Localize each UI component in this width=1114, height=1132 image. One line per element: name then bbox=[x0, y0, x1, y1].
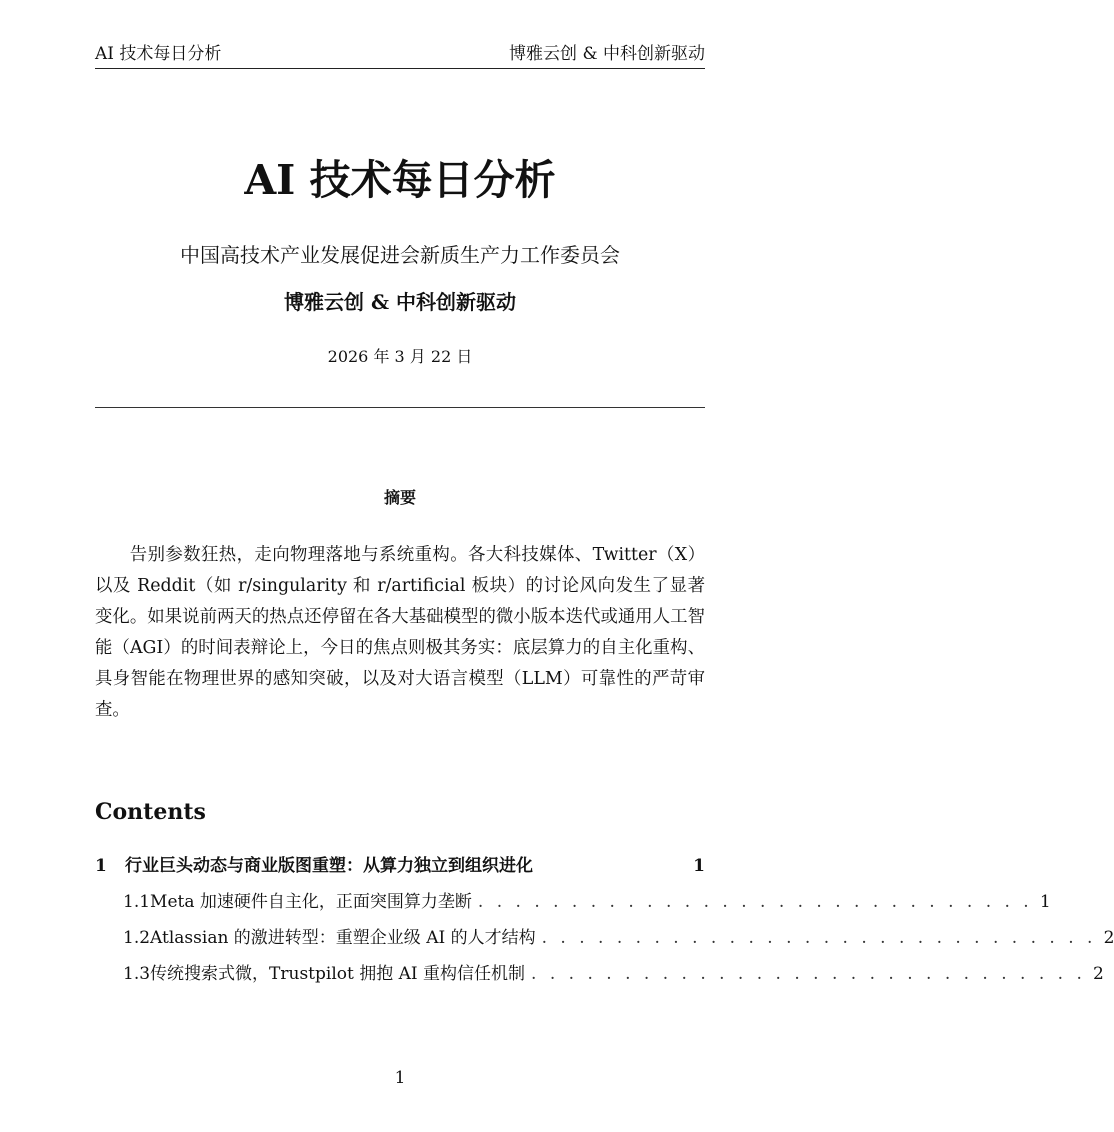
toc-entry-page: 1 bbox=[693, 856, 705, 876]
toc-entry-title: Atlassian 的激进转型：重塑企业级 AI 的人才结构 bbox=[150, 928, 536, 948]
toc-entry-number: 1 bbox=[95, 856, 107, 876]
toc-entry-number: 1.3 bbox=[123, 964, 151, 984]
toc-entry-section-1[interactable] bbox=[95, 852, 705, 888]
abstract-heading: 摘要 bbox=[383, 488, 416, 507]
toc-entry-title: Meta 加速硬件自主化，正面突围算力垄断 bbox=[150, 892, 472, 912]
page-number: 1 bbox=[394, 1068, 406, 1088]
header-left-title: AI 技术每日分析 bbox=[95, 44, 222, 64]
toc-entry-number: 1.2 bbox=[123, 928, 151, 948]
document-authors: 博雅云创 & 中科创新驱动 bbox=[284, 290, 516, 314]
contents-heading: Contents bbox=[95, 799, 206, 825]
toc-entry-page: 2 bbox=[1103, 928, 1114, 948]
running-header bbox=[95, 42, 705, 69]
abstract-body: 告别参数狂热，走向物理落地与系统重构。各大科技媒体、Twitter（X）以及 Reddit（如 r/singularity 和 r/artificial 板块）的讨论风向发生了显著变化。如果说前两天的热点还停留在各大基础模型的微小版本迭代或通用人工智能（AGI）的时间表辩论上，今日的焦点则极其务实：底层算力的自主化重构、具身智能在物理世界的感知突破，以及对大语言模型（LLM）可靠性的严苛审查。 bbox=[95, 545, 705, 720]
header-right-authors: 博雅云创 & 中科创新驱动 bbox=[509, 44, 705, 64]
toc-dot-leader: . . . . . . . . . . . . . . . . . . . . . . . . . . . . . . bbox=[477, 892, 1033, 912]
toc-entry-section-1-1[interactable] bbox=[95, 888, 1051, 924]
toc-entry-title: 行业巨头动态与商业版图重塑：从算力独立到组织进化 bbox=[125, 856, 533, 876]
title-divider bbox=[95, 407, 705, 408]
toc-dot-leader: . . . . . . . . . . . . . . . . . . . . . . . . . . . . . . bbox=[541, 928, 1097, 948]
toc-entry-section-1-2[interactable] bbox=[95, 924, 1114, 960]
table-of-contents bbox=[95, 852, 1114, 996]
toc-dot-leader: . . . . . . . . . . . . . . . . . . . . . . . . . . . . . . bbox=[531, 964, 1086, 984]
toc-entry-page: 1 bbox=[1039, 892, 1051, 912]
document-date: 2026 年 3 月 22 日 bbox=[327, 347, 473, 366]
document-subtitle: 中国高技术产业发展促进会新质生产力工作委员会 bbox=[180, 243, 620, 267]
toc-entry-page: 2 bbox=[1093, 964, 1104, 984]
document-title: AI 技术每日分析 bbox=[244, 156, 556, 204]
toc-entry-title: 传统搜索式微，Trustpilot 拥抱 AI 重构信任机制 bbox=[150, 964, 526, 984]
toc-entry-section-1-3[interactable] bbox=[95, 960, 1104, 996]
toc-entry-number: 1.1 bbox=[123, 892, 151, 912]
